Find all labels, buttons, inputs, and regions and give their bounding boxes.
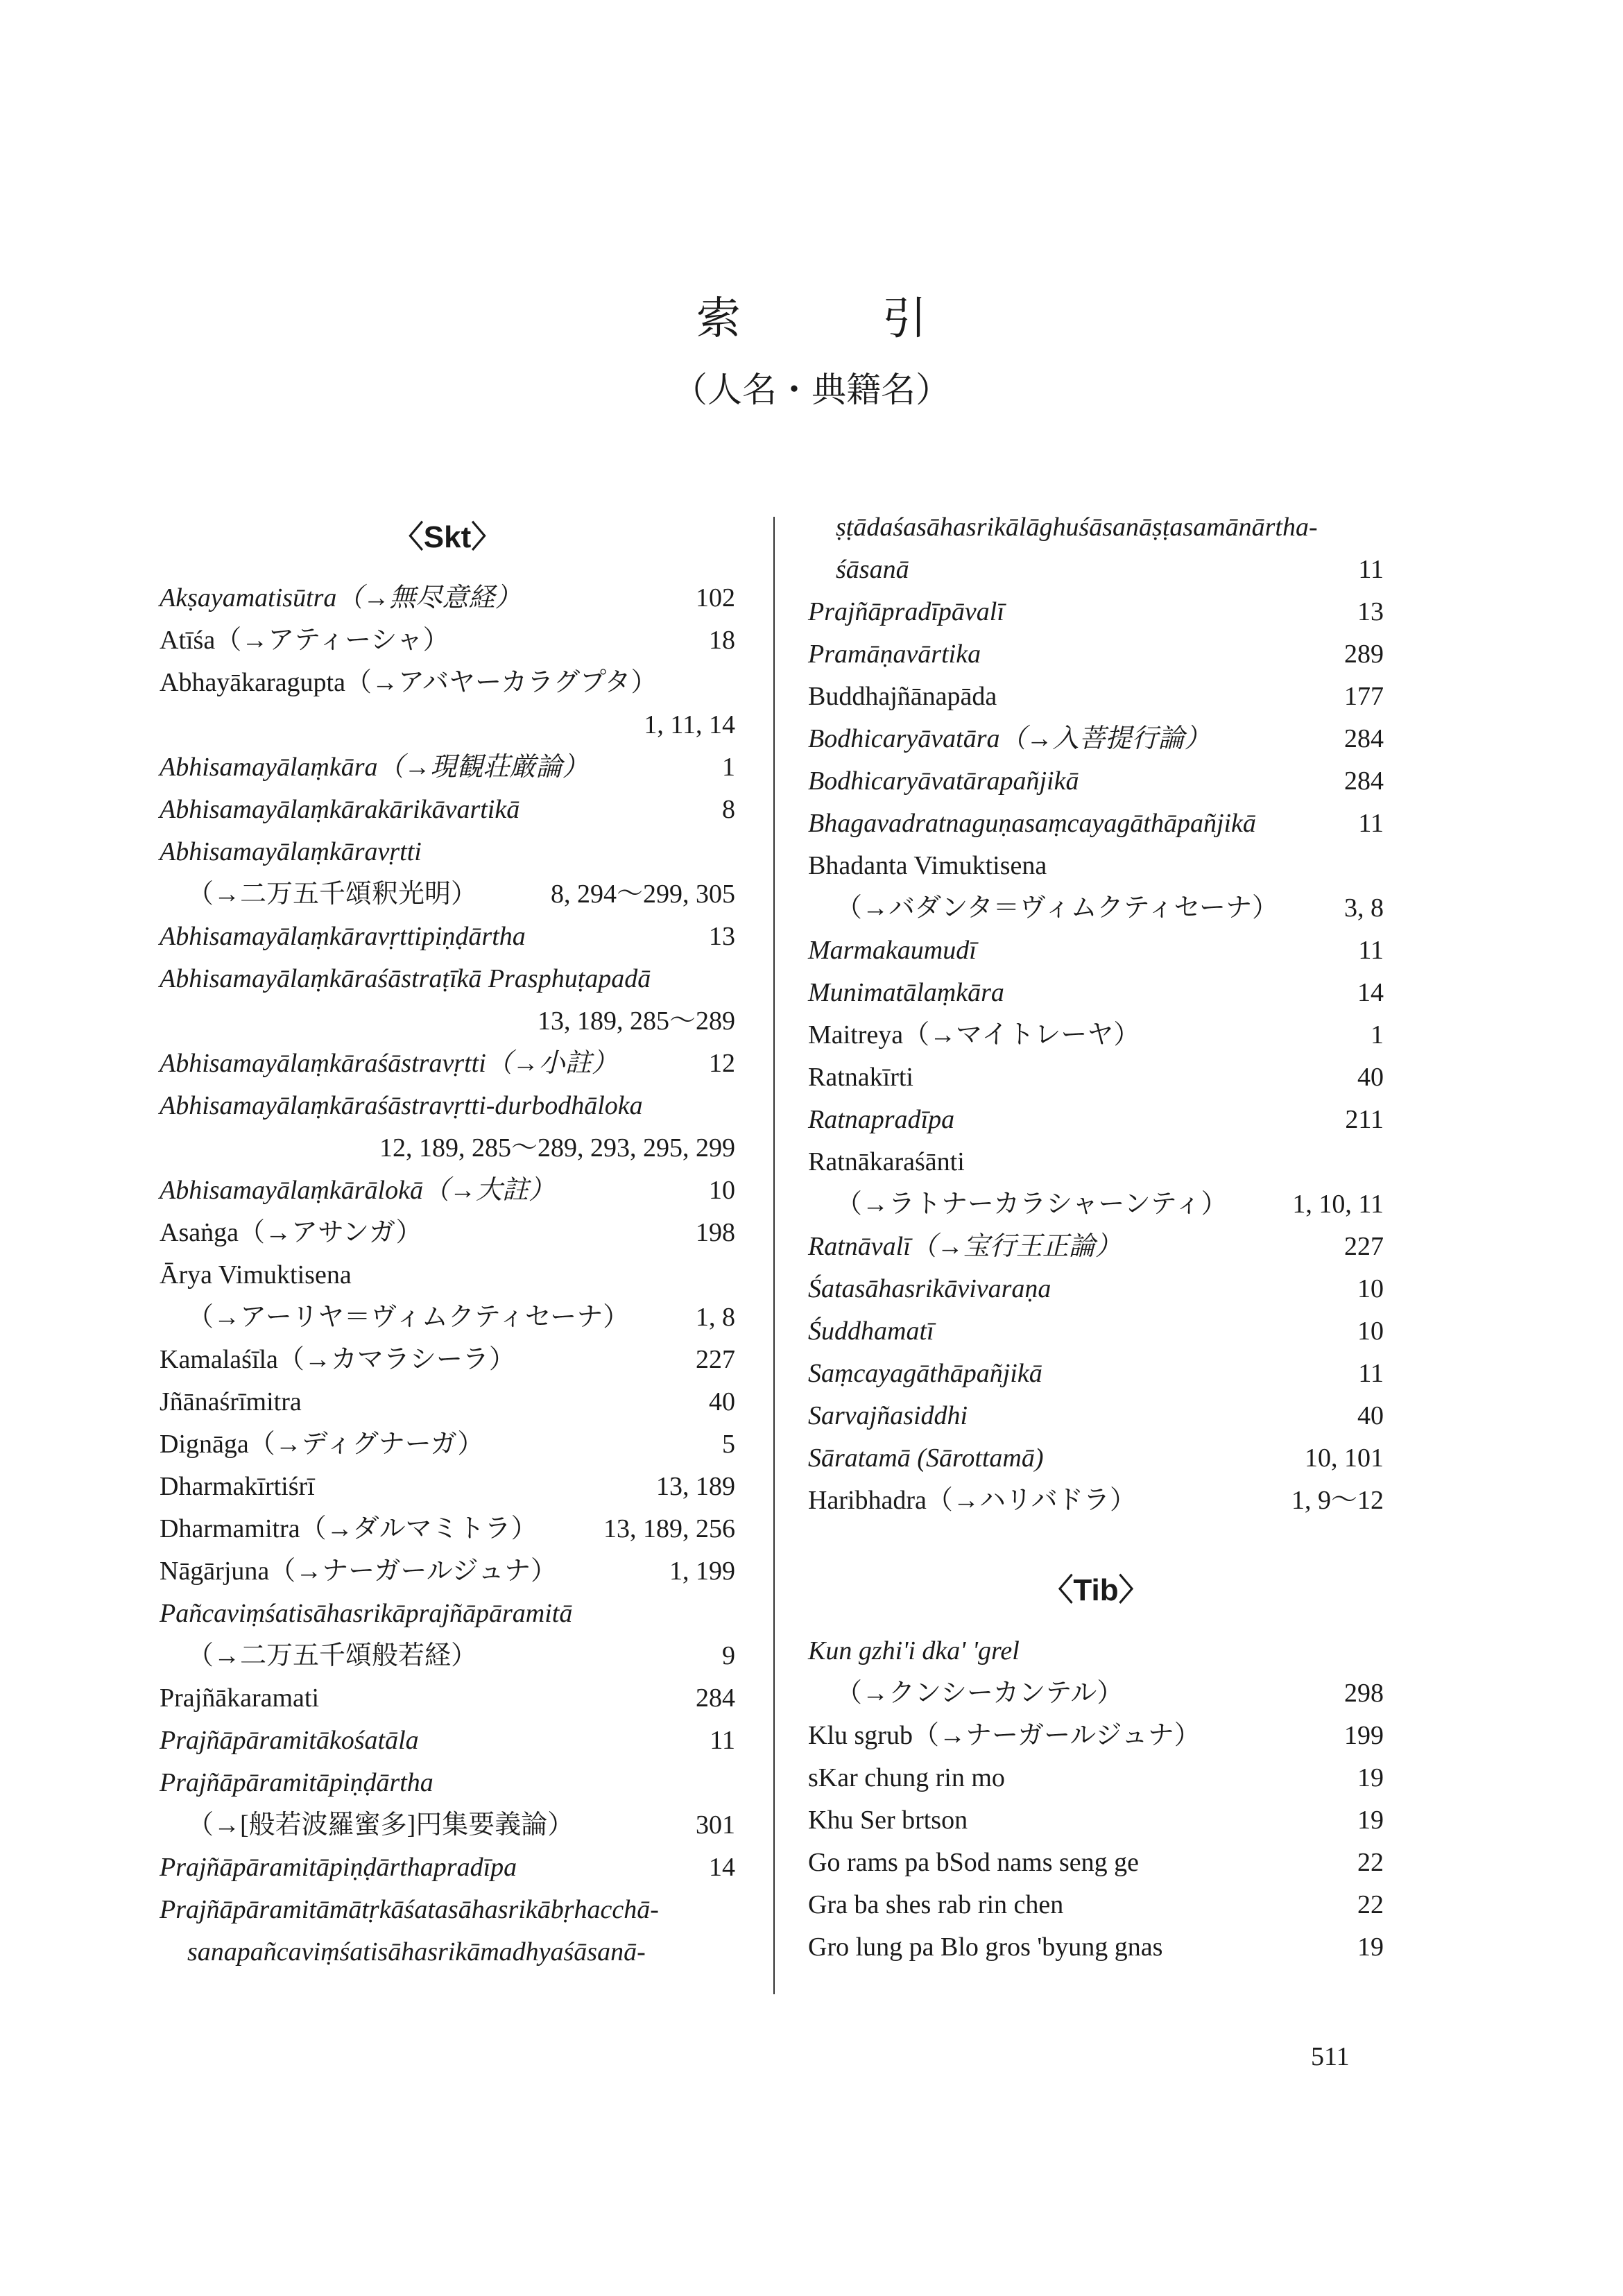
index-entry [808, 1353, 1384, 1395]
entry-title: Ārya Vimuktisena [160, 1260, 352, 1290]
entry-pages: 211 [1345, 1105, 1384, 1134]
entry-title: Ratnakīrti [808, 1063, 913, 1092]
entry-pages: 1 [722, 753, 735, 782]
entry-title: Bodhicaryāvatāra（→入菩提行論） [808, 724, 1211, 753]
entry-title: Dharmakīrtiśrī [160, 1472, 315, 1501]
entry-title: Abhisamayālaṃkārālokā（→大註） [160, 1176, 555, 1205]
index-entry [808, 633, 1384, 676]
index-entry [808, 1480, 1384, 1522]
index-entry [808, 549, 1384, 591]
entry-title: Sarvajñasiddhi [808, 1401, 968, 1430]
index-entry [808, 1268, 1384, 1310]
index-entry [160, 1254, 735, 1296]
entry-title: Bodhicaryāvatārapañjikā [808, 766, 1079, 796]
index-entry [808, 929, 1384, 972]
index-entry [160, 1931, 735, 1973]
entry-pages: 284 [1344, 724, 1384, 753]
entry-title: Marmakaumudī [808, 936, 977, 965]
index-entry [808, 1842, 1384, 1884]
entry-title: （→バダンタ＝ヴィムクティセーナ） [836, 893, 1279, 923]
index-entry [160, 1508, 735, 1550]
index-entry [808, 591, 1384, 633]
entry-pages: 284 [696, 1684, 735, 1713]
entry-pages: 1, 10, 11 [1292, 1190, 1384, 1219]
index-entry [160, 662, 735, 704]
index-entry [160, 577, 735, 619]
entry-title: （→ラトナーカラシャーンティ） [836, 1190, 1228, 1219]
entry-title: Kun gzhi'i dka' 'grel [808, 1636, 1020, 1665]
entry-title: （→二万五千頌釈光明） [187, 880, 478, 909]
index-entry [808, 760, 1384, 803]
entry-pages: 298 [1344, 1679, 1384, 1708]
page-title: 索 引 [696, 294, 975, 343]
column-divider [773, 517, 775, 1994]
index-entry [808, 887, 1384, 929]
index-entry [808, 1630, 1384, 1672]
entry-title: Prajñāpāramitāmātṛkāśatasāhasrikābṛhacchā- [160, 1895, 659, 1924]
entry-pages: 11 [1358, 809, 1384, 838]
entry-title: Śatasāhasrikāvivaraṇa [808, 1274, 1051, 1303]
index-entry [808, 506, 1384, 549]
index-entry [160, 1000, 735, 1043]
entry-pages: 1, 199 [669, 1557, 735, 1586]
index-entry [160, 1677, 735, 1720]
entry-pages: 3, 8 [1344, 893, 1384, 923]
entry-title: Abhisamayālaṃkāra（→現観荘厳論） [160, 753, 589, 782]
right-entry-list [808, 506, 1384, 1522]
index-entry [160, 1423, 735, 1466]
entry-pages: 10 [709, 1176, 735, 1205]
section-heading-skt: 〈Skt〉 [393, 520, 502, 554]
entry-title: Abhisamayālaṃkāraśāstravṛtti（→小註） [160, 1049, 618, 1078]
entry-pages: 11 [710, 1726, 735, 1755]
entry-title: Kamalaśīla（→カマラシーラ） [160, 1345, 515, 1374]
entry-pages: 1, 11, 14 [644, 710, 735, 739]
entry-pages: 22 [1357, 1890, 1384, 1919]
index-entry [808, 1437, 1384, 1480]
index-entry [808, 1757, 1384, 1799]
entry-pages: 40 [709, 1387, 735, 1416]
index-entry [160, 1043, 735, 1085]
entry-pages: 8 [722, 795, 735, 824]
index-entry [160, 704, 735, 746]
entry-pages: 12 [709, 1049, 735, 1078]
entry-pages: 13, 189, 256 [603, 1514, 735, 1543]
entry-title: Jñānaśrīmitra [160, 1387, 302, 1416]
index-entry [808, 1884, 1384, 1926]
entry-pages: 18 [709, 626, 735, 655]
index-entry [160, 1466, 735, 1508]
entry-title: Nāgārjuna（→ナーガールジュナ） [160, 1557, 558, 1586]
entry-pages: 10, 101 [1305, 1443, 1384, 1473]
index-entry [160, 1127, 735, 1170]
entry-pages: 19 [1357, 1806, 1384, 1835]
entry-title: Klu sgrub（→ナーガールジュナ） [808, 1721, 1201, 1750]
entry-title: Śuddhamatī [808, 1317, 934, 1346]
entry-title: Saṃcayagāthāpañjikā [808, 1359, 1042, 1388]
entry-pages: 284 [1344, 766, 1384, 796]
entry-title: （→クンシーカンテル） [836, 1679, 1124, 1708]
index-entry [160, 1550, 735, 1593]
entry-title: Abhayākaragupta（→アバヤーカラグプタ） [160, 668, 658, 697]
entry-pages: 10 [1357, 1274, 1384, 1303]
page-number: 511 [1311, 2042, 1350, 2071]
index-entry [808, 1310, 1384, 1353]
index-entry [160, 1720, 735, 1762]
entry-pages: 301 [696, 1810, 735, 1840]
index-entry [160, 789, 735, 831]
entry-pages: 13, 189, 285～289 [537, 1006, 735, 1036]
entry-pages: 198 [696, 1218, 735, 1247]
entry-pages: 13 [1357, 597, 1384, 626]
entry-pages: 14 [1357, 978, 1384, 1007]
page-subtitle: （人名・典籍名） [673, 370, 950, 409]
tib-entry-list [808, 1630, 1384, 1969]
entry-pages: 1 [1371, 1020, 1384, 1050]
entry-title: Gro lung pa Blo gros 'byung gnas [808, 1933, 1163, 1962]
index-entry [160, 1170, 735, 1212]
entry-title: śāsanā [836, 555, 909, 584]
entry-pages: 8, 294～299, 305 [550, 880, 735, 909]
entry-pages: 11 [1358, 555, 1384, 584]
section-heading-tib: 〈Tib〉 [1042, 1573, 1149, 1607]
index-entry [808, 1926, 1384, 1969]
index-entry [808, 845, 1384, 887]
entry-pages: 40 [1357, 1401, 1384, 1430]
entry-pages: 22 [1357, 1848, 1384, 1877]
entry-title: Haribhadra（→ハリバドラ） [808, 1486, 1137, 1515]
entry-title: Bhagavadratnaguṇasaṃcayagāthāpañjikā [808, 809, 1256, 838]
entry-pages: 19 [1357, 1933, 1384, 1962]
index-entry [160, 873, 735, 916]
entry-title: Gra ba shes rab rin chen [808, 1890, 1064, 1919]
entry-pages: 40 [1357, 1063, 1384, 1092]
entry-title: Asaṅga（→アサンガ） [160, 1218, 422, 1247]
entry-pages: 177 [1344, 682, 1384, 711]
entry-pages: 289 [1344, 640, 1384, 669]
entry-title: Ratnāvalī（→宝行王正論） [808, 1232, 1122, 1261]
entry-title: Ratnākaraśānti [808, 1147, 965, 1176]
index-entry [160, 1762, 735, 1804]
entry-pages: 227 [696, 1345, 735, 1374]
entry-pages: 12, 189, 285～289, 293, 295, 299 [379, 1133, 735, 1163]
entry-pages: 227 [1344, 1232, 1384, 1261]
index-entry [160, 1889, 735, 1931]
entry-pages: 5 [722, 1430, 735, 1459]
index-entry [160, 916, 735, 958]
index-entry [160, 1085, 735, 1127]
index-entry [160, 831, 735, 873]
entry-title: Sāratamā (Sārottamā) [808, 1443, 1044, 1473]
index-entry [808, 1715, 1384, 1757]
index-entry [808, 1672, 1384, 1715]
entry-pages: 10 [1357, 1317, 1384, 1346]
entry-title: Abhisamayālaṃkārakārikāvartikā [160, 795, 520, 824]
entry-pages: 14 [709, 1853, 735, 1882]
index-entry [160, 1593, 735, 1635]
left-column [160, 506, 735, 1973]
entry-title: Akṣayamatisūtra（→無尽意経） [160, 583, 522, 612]
index-entry [808, 676, 1384, 718]
index-entry [808, 1183, 1384, 1226]
index-entry [808, 1226, 1384, 1268]
entry-title: sKar chung rin mo [808, 1763, 1005, 1792]
entry-title: Abhisamayālaṃkāravṛtti [160, 837, 422, 866]
entry-title: sanapañcaviṃśatisāhasrikāmadhyaśāsanā- [187, 1937, 646, 1967]
entry-title: Dignāga（→ディグナーガ） [160, 1430, 484, 1459]
entry-title: Buddhajñānapāda [808, 682, 997, 711]
index-entry [160, 958, 735, 1000]
entry-title: Ratnapradīpa [808, 1105, 955, 1134]
entry-title: Pramāṇavārtika [808, 640, 981, 669]
entry-title: ṣṭādaśasāhasrikālāghuśāsanāṣṭasamānārtha- [836, 513, 1318, 542]
entry-pages: 9 [722, 1641, 735, 1670]
entry-title: Prajñāpradīpāvalī [808, 597, 1004, 626]
index-entry [808, 1056, 1384, 1099]
index-entry [160, 746, 735, 789]
entry-title: Prajñākaramati [160, 1684, 320, 1713]
entry-title: Prajñāpāramitākośatāla [160, 1726, 419, 1755]
entry-pages: 11 [1358, 1359, 1384, 1388]
index-entry [160, 1804, 735, 1847]
index-entry [160, 1381, 735, 1423]
index-entry [160, 1296, 735, 1339]
index-entry [808, 1014, 1384, 1056]
entry-pages: 1, 9～12 [1291, 1486, 1384, 1515]
left-entry-list [160, 577, 735, 1973]
index-entry [808, 803, 1384, 845]
entry-title: Abhisamayālaṃkāraśāstraṭīkā Prasphuṭapadā [160, 964, 651, 993]
index-entry [160, 1339, 735, 1381]
entry-title: Bhadanta Vimuktisena [808, 851, 1047, 880]
entry-pages: 19 [1357, 1763, 1384, 1792]
index-entry [160, 1847, 735, 1889]
right-column [808, 506, 1384, 1969]
index-entry [808, 718, 1384, 760]
entry-title: （→アーリヤ＝ヴィムクティセーナ） [187, 1303, 630, 1332]
entry-title: Prajñāpāramitāpiṇḍārthapradīpa [160, 1853, 517, 1882]
index-entry [160, 1212, 735, 1254]
index-entry [808, 1099, 1384, 1141]
entry-title: Dharmamitra（→ダルマミトラ） [160, 1514, 538, 1543]
entry-pages: 13, 189 [656, 1472, 735, 1501]
entry-pages: 11 [1358, 936, 1384, 965]
index-entry [808, 1799, 1384, 1842]
entry-pages: 13 [709, 922, 735, 951]
index-entry [808, 1395, 1384, 1437]
entry-title: Prajñāpāramitāpiṇḍārtha [160, 1768, 433, 1797]
entry-title: Khu Ser brtson [808, 1806, 968, 1835]
entry-title: Munimatālaṃkāra [808, 978, 1004, 1007]
entry-title: Abhisamayālaṃkāraśāstravṛtti-durbodhāloka [160, 1091, 643, 1120]
index-entry [160, 619, 735, 662]
entry-title: （→二万五千頌般若経） [187, 1641, 478, 1670]
entry-title: Maitreya（→マイトレーヤ） [808, 1020, 1140, 1050]
index-entry [808, 1141, 1384, 1183]
index-entry [160, 1635, 735, 1677]
entry-title: Go rams pa bSod nams seng ge [808, 1848, 1140, 1877]
entry-pages: 1, 8 [696, 1303, 735, 1332]
entry-title: Atīśa（→アティーシャ） [160, 626, 449, 655]
entry-pages: 102 [696, 583, 735, 612]
entry-title: （→[般若波羅蜜多]円集要義論） [187, 1810, 574, 1840]
index-entry [808, 972, 1384, 1014]
entry-title: Pañcaviṃśatisāhasrikāprajñāpāramitā [160, 1599, 573, 1628]
entry-pages: 199 [1344, 1721, 1384, 1750]
entry-title: Abhisamayālaṃkāravṛttipiṇḍārtha [160, 922, 526, 951]
